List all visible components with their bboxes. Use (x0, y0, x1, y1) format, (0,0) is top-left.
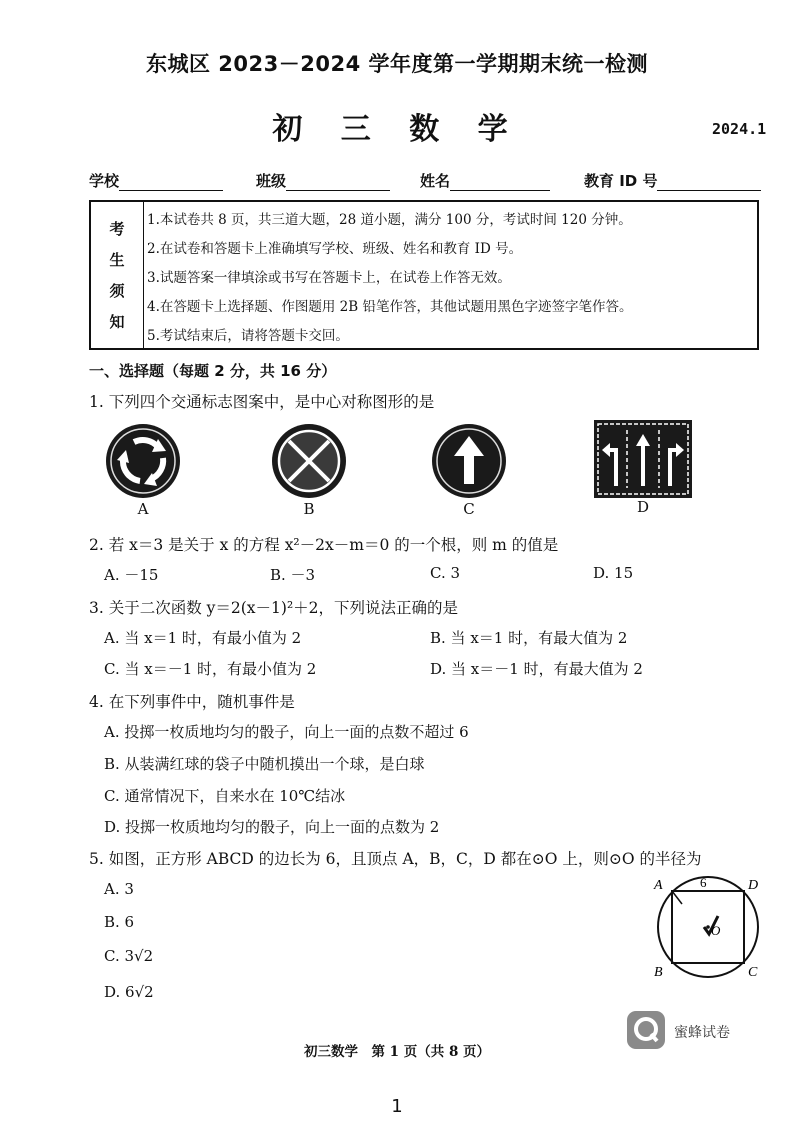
question-3-option-a: A. 当 x＝1 时，有最小值为 2 (104, 629, 302, 647)
question-5-stem: 5. 如图，正方形 ABCD 的边长为 6，且顶点 A，B，C，D 都在⊙O 上，则⊙O 的半径为 (89, 850, 702, 868)
edu-id-label: 教育 ID 号 (584, 172, 658, 190)
exam-notice-box (89, 200, 759, 350)
vertex-a-label: A (654, 878, 663, 893)
option-label-a: A (137, 500, 149, 518)
name-field[interactable] (420, 170, 550, 192)
question-5-option-a: A. 3 (104, 880, 134, 898)
question-4-option-b: B. 从装满红球的袋子中随机摸出一个球，是白球 (104, 755, 425, 773)
page-number: 1 (391, 1096, 403, 1117)
question-3-option-c: C. 当 x＝－1 时，有最小值为 2 (104, 660, 317, 678)
edu-id-field[interactable] (584, 170, 761, 192)
notice-heading: 考 生 须 知 (91, 202, 144, 348)
school-field[interactable] (89, 170, 223, 192)
question-5-option-d: D. 6√2 (104, 983, 154, 1001)
straight-ahead-sign-icon (430, 422, 508, 500)
class-label: 班级 (256, 172, 287, 190)
vertex-b-label: B (654, 965, 663, 980)
option-label-d: D (636, 498, 650, 516)
question-2-option-c: C. 3 (430, 564, 461, 582)
center-o-label: O (711, 923, 721, 938)
subject-title: 初 三 数 学 (272, 112, 522, 147)
vertex-d-label: D (748, 878, 759, 893)
option-label-c: C (463, 500, 475, 518)
question-3-option-d: D. 当 x＝－1 时，有最大值为 2 (430, 660, 643, 678)
question-2-option-b: B. －3 (270, 566, 316, 584)
question-3-option-b: B. 当 x＝1 时，有最大值为 2 (430, 629, 628, 647)
exam-title: 东城区 2023－2024 学年度第一学期期末统一检测 (145, 52, 648, 76)
roundabout-sign-icon (104, 422, 182, 500)
question-4-option-d: D. 投掷一枚质地均匀的骰子，向上一面的点数为 2 (104, 818, 440, 836)
exam-date: 2024.1 (712, 120, 767, 138)
question-5-option-b: B. 6 (104, 913, 135, 931)
option-label-b: B (303, 500, 315, 518)
notice-items (147, 206, 753, 351)
class-field[interactable] (256, 170, 390, 192)
notice-item: 2.在试卷和答题卡上准确填写学校、班级、姓名和教育 ID 号。 (147, 241, 523, 257)
question-2-option-a: A. －15 (104, 566, 159, 584)
question-5-option-c: C. 3√2 (104, 947, 154, 965)
question-4-stem: 4. 在下列事件中，随机事件是 (89, 693, 295, 711)
circle-square-figure (648, 872, 768, 984)
question-2-stem: 2. 若 x＝3 是关于 x 的方程 x²－2x－m＝0 的一个根，则 m 的值是 (89, 536, 559, 554)
no-stopping-sign-icon (270, 422, 348, 500)
side-length-label: 6 (700, 875, 707, 890)
section-title: 一、选择题（每题 2 分，共 16 分） (89, 362, 337, 380)
notice-item: 1.本试卷共 8 页，共三道大题，28 道小题，满分 100 分，考试时间 120 分钟。 (147, 212, 632, 228)
school-label: 学校 (89, 172, 120, 190)
watermark-text: 蜜蜂试卷 (674, 1025, 730, 1041)
question-4-option-c: C. 通常情况下，自来水在 10℃结冰 (104, 787, 346, 805)
question-3-stem: 3. 关于二次函数 y＝2(x－1)²＋2，下列说法正确的是 (89, 599, 459, 617)
name-label: 姓名 (420, 172, 451, 190)
lane-direction-sign-icon (594, 420, 692, 498)
notice-item: 4.在答题卡上选择题、作图题用 2B 铅笔作答，其他试题用黑色字迹签字笔作答。 (147, 299, 633, 315)
question-4-option-a: A. 投掷一枚质地均匀的骰子，向上一面的点数不超过 6 (104, 723, 469, 741)
vertex-c-label: C (748, 965, 758, 980)
notice-item: 5.考试结束后，请将答题卡交回。 (147, 328, 349, 344)
page-footer: 初三数学 第 1 页（共 8 页） (303, 1044, 491, 1060)
notice-item: 3.试题答案一律填涂或书写在答题卡上，在试卷上作答无效。 (147, 270, 511, 286)
question-2-option-d: D. 15 (593, 564, 634, 582)
question-1-stem: 1. 下列四个交通标志图案中，是中心对称图形的是 (89, 393, 435, 411)
